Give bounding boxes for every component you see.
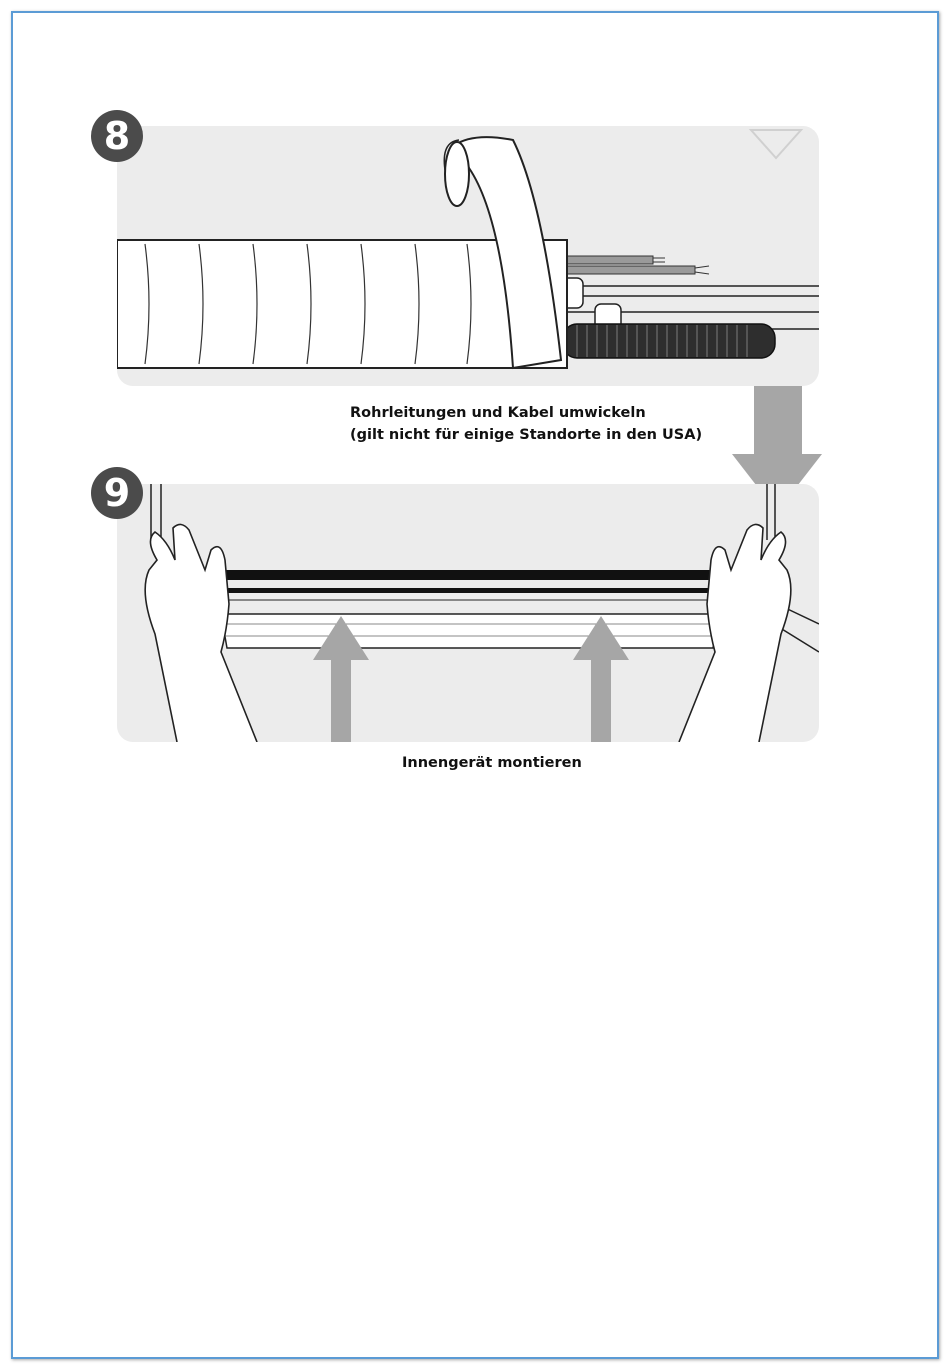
step-9-badge: 9 bbox=[91, 467, 143, 519]
step-8-caption bbox=[350, 402, 702, 446]
step-9-panel bbox=[117, 484, 819, 742]
up-arrow-icon bbox=[313, 616, 369, 742]
step-8-badge: 8 bbox=[91, 110, 143, 162]
mount-indoor-unit-illustration bbox=[117, 484, 819, 742]
up-arrow-icon bbox=[573, 616, 629, 742]
wrap-pipes-illustration bbox=[117, 126, 819, 386]
step-8-caption-line1: Rohrleitungen und Kabel umwickeln bbox=[350, 405, 646, 421]
step-9-caption: Innengerät montieren bbox=[402, 755, 582, 771]
step-8-caption-line2: (gilt nicht für einige Standorte in den USA) bbox=[350, 427, 703, 443]
step-8-panel bbox=[117, 126, 819, 386]
